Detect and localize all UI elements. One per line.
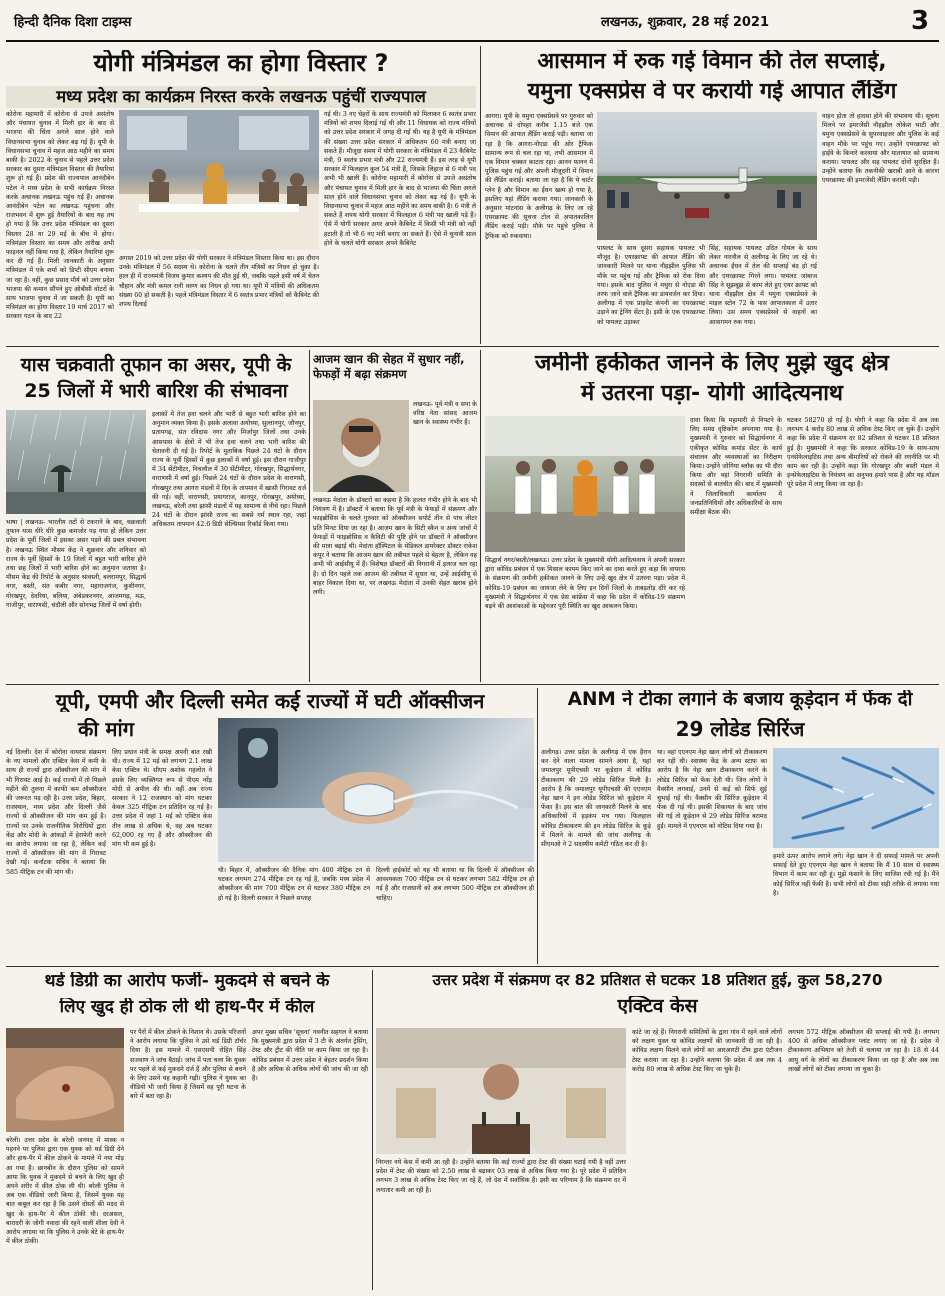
headline-line-2: लिए खुद ही ठोक ली थी हाथ-पैर में कील [59, 998, 315, 1017]
headline-line-1: यूपी, एमपी और दिल्ली समेत कई राज्यों में घटी ऑक्सीजन [55, 690, 485, 713]
article-yogi-field-visit [485, 350, 939, 682]
date-line: लखनऊ, शुक्रवार, 28 मई 2021 [601, 15, 770, 30]
photo-injured-hand [6, 1028, 124, 1132]
body-column-2: दावा किया कि महामारी से निपटने के लिए समग्र दृष्टिकोण अपनाया गया है। मुख्यमंत्री ने गुरुवार को सिद्धार्थनगर में एकीकृत कोविड कमांड सेंटर के कार्य संचालन और व्यवस्थाओं का निरीक्षण किया। उन्होंने जोगिया ब्लॉक का भी दौरा किया और वहां निगरानी समिति के सदस्यों से बातचीत की। बाद में मुख्यमंत्री ने जिलाधिकारी कार्यालय में जनप्रतिनिधियों और अधिकारियों के साथ समीक्षा बैठक की। [690, 417, 782, 517]
headline-line-1: जमीनी हकीकत जानने के लिए मुझे खुद क्षेत्र [535, 352, 889, 376]
photo-oxygen-patient [218, 718, 534, 862]
masthead [6, 4, 939, 42]
row-divider [6, 346, 939, 347]
headline-line-2: में उतरना पड़ा- योगी आदित्यनाथ [581, 382, 843, 406]
body-column-1: भाषा | लखनऊ- भारतीय तटों से टकराने के बाद, चक्रवाती तूफान यास धीरे धीरे कुछ कमजोर पड़ गया हो लेकिन उत्तर प्रदेश के पूर्वी जिलों में इसका असर पड़ने की प्रबल संभावना है। लखनऊ स्थित मौसम केंद्र ने शुक्रवार और शनिवार को राज्य के पूर्वी हिस्सों के 19 जिलों में बहुत भारी बारिश होने तथा छह जिलों में भारी बारिश होने का अनुमान जताया है। मौसम केंद्र की रिपोर्ट के अनुसार श्रावस्ती, बलरामपुर, सिद्धार्थ नगर, बस्ती, संत कबीर नगर, महाराजगंज, कुशीनगर, गोरखपुर, देवरिया, बलिया, अंबेडकरनगर, आजमगढ़, मऊ, गाजीपुर, वाराणसी, चंदौली और सोनभद्र जिलों में वर्षा होगी। [6, 519, 146, 609]
paper-name: हिन्दी दैनिक दिशा टाइम्स [14, 15, 132, 30]
body-column-2: अगस्त 2019 को उत्तर प्रदेश की योगी सरकार ने मंत्रिमंडल विस्तार किया था। इस दौरान उनके मंत्रिमंडल में 56 सदस्य थे। कोरोना के चलते तीन मंत्रियों का निधन हो चुका है। हाल ही में राज्यमंत्री विजय कुमार कश्यप की मौत हुई थी, जबकि पहले इसी वर्ष में चेतन चौहान और मंत्री कमल रानी वरुण का निधन हो गया था। यूपी में मंत्रियों की अधिकतम संख्या 60 हो सकती है। पहले मंत्रिमंडल विस्तार में 6 स्वतंत्र प्रभार मंत्रियों को कैबिनेट की शपथ दिलाई [119, 255, 319, 309]
article-anm-syringes [541, 688, 939, 964]
column-divider [537, 688, 538, 964]
row-divider [6, 966, 939, 967]
article-emergency-landing [485, 46, 939, 344]
photo-rain [6, 410, 146, 514]
column-divider [480, 350, 481, 682]
body-column-1: कोरोना महामारी में कोरोना से उपजे असंतोष और पंचायत चुनाव में मिली हार के बाद से भाजपा की चिंता अगले साल होने वाले विधानसभा चुनाव को लेकर बढ़ गई है। यूपी के विधानसभा चुनाव में महज आठ महीने का समय बाकी है। 2022 के चुनाव से पहले उत्तर प्रदेश सरकार का दूसरा मंत्रिमंडल विस्तार की तैयारियां शुरू हो गई हैं। प्रदेश की राज्यपाल आनंदीबेन पटेल ने मध्य प्रदेश के सभी कार्यक्रम निरस्त करके अचानक लखनऊ पहुंच गई हैं। अचानक आनंदीबेन पटेल का लखनऊ पहुंचना और राजभवन में शुरू हुई तैयारियों के बाद यह तय हो गया है कि उत्तर प्रदेश मंत्रिमंडल का दूसरा विस्तार 28 या 29 मई के बीच में होगा। मंत्रिमंडल विस्तार का समय और तारीख अभी फाइनल नहीं किया गया है, लेकिन तैयारियां शुरू कर दी गई हैं। मिली जानकारी के अनुसार मंत्रिमंडल में एके शर्मा को डिप्टी सीएम बनाया जा रहा है। वहीं, कुछ प्रसाद मौर्य को उत्तर प्रदेश भाजपा की कमान सौंपने हुए ओबीसी वोटरों के साथ भाजपा चुनाव में जा सकती है। यूपी का मंत्रिमंडल का होगा विस्तार 19 मार्च 2017 को सरकार गठन के बाद 22 [6, 111, 114, 321]
headline-line-2: यमुना एक्सप्रेस वे पर करायी गई आपात लैंडिंग [527, 80, 897, 104]
body-column-1: नई दिल्ली। देश में कोरोना वायरस संक्रमण के नए मामलों और एक्टिव केस में कमी के साथ ही राज्यों द्वारा ऑक्सीजन की मांग में भी गिरावट आई है। कई राज्यों में तो पिछले महीने की तुलना में काफी कम ऑक्सीजन की जरूरत पड़ रही है। उत्तर प्रदेश, बिहार, राजस्थान, मध्य प्रदेश और दिल्ली जैसे राज्यों से ऑक्सीजन की मांग कम हुई है। राज्यों पर उनके राजनीतिक विरोधियों द्वारा केंद्र और मोदी के आंकड़ों में हेराफेरी करने का आरोप लगाया जा रहा है, लेकिन कई राज्यों में ऑक्सीजन की मांग में गिरावट देखी गई। कर्नाटक सचिव ने बताया कि 585 मीट्रिक टन की मांग थी। [6, 749, 106, 876]
body-column-3: अपर मुख्य सचिव 'सूचना' नवनीत सहगल ने बताया कि मुख्यमंत्री द्वारा प्रदेश में 3 टी के अंतर्गत ट्रेसिंग, टेस्ट और ट्रीट की नीति पर काम किया जा रहा है। कोविड प्रबंधन में उत्तर प्रदेश ने बेहतर प्रदर्शन किया है और अधिक से अधिक लोगों की जांच की जा रही है। [252, 1029, 368, 1083]
column-divider [372, 970, 373, 1290]
column-divider [480, 46, 481, 344]
headline: आजम खान की सेहत में सुधार नहीं, फेफड़ों में बढ़ा संक्रमण [313, 352, 465, 381]
body-column-2: इलाकों में तेज हवा चलने और भारी से बहुत भारी बारिश होने का अनुमान व्यक्त किया है। इसके अलावा अयोध्या, सुल्तानपुर, जौनपुर, प्रतापगढ़, संत रविदास नगर और मिर्जापुर जिलों तथा उनके आसपास के क्षेत्रों में भी तेज हवा चलने तथा भारी बारिश की चेतावनी दी गई है। रिपोर्ट के मुताबिक पिछले 24 घंटों के दौरान राज्य के पूर्वी हिस्सों में कुछ इलाकों में वर्षा हुई। इस दौरान गाजीपुर में 34 सेंटीमीटर, निचलौल में 30 सेंटीमीटर, गोरखपुर, सिद्धार्थनगर, वाराणसी में वर्षा हुई। पिछले 24 घंटों के दौरान प्रदेश के वाराणसी, गोरखपुर तथा आगरा मंडलों में दिन के तापमान में खासी गिरावट दर्ज की गई। वहीं, वाराणसी, प्रयागराज, कानपुर, गोरखपुर, अयोध्या, लखनऊ, बरेली तथा झांसी मंडलों में यह सामान्य से नीचे रहा। पिछले 24 घंटों के दौरान झांसी राज्य का सबसे गर्म स्थान रहा, जहां अधिकतम तापमान 42.6 डिग्री सेल्सियस रिकॉर्ड किया गया। [152, 411, 306, 529]
photo-syringes [773, 748, 939, 848]
headline: यास चक्रवाती तूफान का असर, यूपी के 25 जिलों में भारी बारिश की संभावना [20, 354, 292, 402]
body-column-2: पर पैरों में कील ठोकने के निशान थे। उसके परिजनों ने आरोप लगाया कि पुलिस ने उसे थर्ड डिग्री टॉर्चर दिया है। इस मामले में एसएसपी रोहित सिंह सजवाण ने जांच बैठाई। जांच में पता चला कि युवक पर पहले से कई मुकदमे दर्ज हैं और पुलिस से बचने के लिए उसने यह कहानी गढ़ी। पुलिस ने युवक का वीडियो भी जारी किया है जिसमें वह पूरी घटना के बारे में बता रहा है। [130, 1029, 246, 1101]
headline: योगी मंत्रिमंडल का होगा विस्तार ? [93, 50, 389, 77]
body-column-4: वाहन होता तो हादसा होने की संभावना थी। सूचना मिलने पर इमरजेंसी नौहझील लोकेश भाटी और यमुना एक्सप्रेसवे के सुपरवाइजर और पुलिस के कई वाहन मौके पर पहुंच गए। उन्होंने एयरक्राफ्ट को हाईवे के किनारे करवाया और यातायात को सामान्य कराया। पायलट और सह पायलट दोनों सुरक्षित हैं। उन्होंने बताया कि तकनीकी खराबी आने के कारण एयरक्राफ्ट की इमरजेंसी लैंडिंग करानी पड़ी। [822, 113, 939, 185]
body-column-2: पायलट के साथ दूसरा सहायक पायलट भी मौजूद है। एयरक्राफ्ट की आपात लैंडिंग की जानकारी मिलने पर थाना नौहझील पुलिस भी मौके पर पहुंच गई और ट्रैफिक को रोक दिया गया। इसके बाद पुलिस ने मथुरा से नोएडा की तरफ जाने वाले ट्रैफिक का डायवर्जन कर दिया। अलीगढ़ में एक प्राइवेट कंपनी का एयरक्राफ्ट उड़ाने का ट्रेनिंग सेंटर है। इसी के एक एयरक्राफ्ट को पायलट उड़ाकर [597, 245, 705, 326]
article-nails-allegation [6, 970, 368, 1290]
article-cabinet-expansion [6, 46, 476, 344]
body-column-2: लिए प्रधान मंत्री के समक्ष अपनी बात रखी थी। राज्य में 12 मई को लगभग 2.1 लाख केस एक्टिव थे। सीएम अशोक गहलोत ने इसके लिए व्यक्तिगत रूप से पीएम नरेंद्र मोदी से अपील की थी। वहीं अब राज्य सरकार ने 12 राजस्थान को मांग घटकर केवल 325 मीट्रिक टन प्रतिदिन रह गई है। उत्तर प्रदेश में जहां 1 मई को एक्टिव केस तीन लाख से अधिक थे, वह अब घटकर 62,000 रह गए हैं और ऑक्सीजन की मांग भी कम हुई है। [112, 749, 212, 849]
article-cyclone-yaas [6, 350, 306, 682]
body-column-2: कांटे जा रहे हैं। निगरानी समितियों के द्वारा गांव में रहने वाले लोगों को लक्षण युक्त या कोविड लक्षणों की जानकारी दी जा रही है। कोविड लक्षण मिलने वाले लोगों का आरआरटी टीम द्वारा एंटीजन टेस्ट कराया जा रहा है। उन्होंने बताया कि प्रदेश में अब तक 4 करोड़ 80 लाख से अधिक टेस्ट किए जा चुके हैं। [632, 1029, 782, 1073]
photo-azam-khan [313, 400, 409, 492]
body-column-1: सिद्धार्थ नगर/बस्ती/लखनऊ। उत्तर प्रदेश के मुख्यमंत्री योगी आदित्यनाथ ने अपनी सरकार द्वारा कोविड प्रबंधन में एक मिसाल कायम किए जाने का दावा करते हुए कहा कि वायरस के संक्रमण की जमीनी हकीकत जानने के लिए उन्हें खुद क्षेत्र में उतरना पड़ा। प्रदेश में कोविड-19 प्रबंधन का जायजा लेने के लिए इन दिनों जिलों के ताबड़तोड़ दौरे कर रहे मुख्यमंत्री ने सिद्धार्थनगर में एक प्रेस कांफ्रेंस में कहा कि प्रदेश में कोविड-19 संक्रमण बढ़ने की आशंकाओं के मद्देनजर पूरी स्थिति का खुद आकलन किया। [485, 557, 685, 611]
page-number: 3 [910, 6, 930, 36]
intro-text: लखनऊ- पूर्व मंत्री व सपा के वरिष्ठ नेता सांसद आजम खान के स्वास्थ्य गंभीर है। [413, 401, 477, 427]
body-column-1: आगरा। यूपी के यमुना एक्सप्रेसवे पर गुरुवार को अचानक से दोपहर करीब 1.15 बजे एक विमान की आपात लैंडिंग कराई पड़ी। बताया जा रहा है कि आगरा-नोएडा की ओर ट्रैफिक सामान्य रूप से चल रहा था, तभी आसमान में एक विमान चक्कर काटता रहा। आनन फानन में पुलिस पहुंच गई और अपनी मौजूदगी में विमान की लैंडिंग कराई। बताया जा रहा है कि ये चार्टर प्लेन है और विमान का ईंधन खत्म हो गया है, इसलिए यहां लैंडिंग कराया गया। जानकारी के अनुसार मांटनांस के अलीगढ़ के लिए जा रहे एयरक्राफ्ट की सूचना टोल से अपातकालिन लैंडिंग कराई पड़ी। मौके पर पहुंचे पुलिस ने ट्रैफिक को रुकवाया। [485, 113, 593, 240]
article-azam-khan [313, 350, 477, 682]
row-divider [6, 684, 939, 685]
body-text: लखनऊ मेदांता के डॉक्टरों का कहना है कि हालत गंभीर होने के बाद भी नियंत्रण में है। डॉक्टरों ने बताया कि पूर्व मंत्री के फेफड़ों में संक्रमण और फाइब्रोसिस के चलते गुरुवार को ऑक्सीजन सपोर्ट तीन से पांच लीटर प्रति मिनट दिया जा रहा है। आजम खान के सिटी स्कैन व अन्य जांचों में फेफड़ों में फाइब्रोसिस व कैविटी की पुष्टि होने पर डॉक्टरों ने ऑक्सीजन की मात्रा बढ़ाई थी। मेदांता हॉस्पिटल के मेडिकल डायरेक्टर डॉक्टर राकेश कपूर ने बताया कि आजम खान की तबीयत पहले से बेहतर है, लेकिन वह अभी भी आईसीयू में हैं। विशेषज्ञ डॉक्टरों की निगरानी में इलाज चल रहा है। दो दिन पहले तक आजम की तबीयत में सुधार था, उन्हें आईसीयू से बाहर निकाल दिया था, पर लखनऊ मेदांता में उनकी सेहत खराब होने लगी। [313, 497, 477, 597]
photo-aircraft-on-expressway [597, 112, 817, 240]
headline-line-2: एक्टिव केस [617, 996, 698, 1017]
article-infection-rate [376, 970, 939, 1290]
body-column-3: थी। बिहार में, ऑक्सीजन की दैनिक मांग 400 मीट्रिक टन से घटकर लगभग 274 मीट्रिक टन रह गई है, जबकि मध्य प्रदेश में ऑक्सीजन की मांग 700 मीट्रिक टन से घटकर 380 मीट्रिक टन हो गई है। दिल्ली सरकार ने पिछले सप्ताह [218, 867, 370, 902]
body-column-1: अलीगढ़। उत्तर प्रदेश के अलीगढ़ में एक हैरान कर देने वाला मामला सामने आया है, यहां जमालपुर यूपीएचसी पर कूड़ेदान में कोविड टीकाकरण की 29 लोडेड सिरिंज मिली है। आरोप है कि जमालपुर यूपीएचसी की एएनएम नेहा खान ने इन लोडेड सिरिंज को कूड़ेदान में फेंका है। इस बात की जानकारी मिलने के बाद अधिकारियों में हड़कंप मच गया। फिलहाल कोविड टीकाकरण की इन लोडेड सिरिंज के कूड़े में मिलने के मामले की जांच अलीगढ़ के सीएमओ ने 2 सदस्यीय कमेटी गठित कर दी है। [541, 749, 651, 849]
column-divider [309, 350, 310, 682]
photo-yogi-inspection [485, 416, 685, 552]
subheadline: मध्य प्रदेश का कार्यक्रम निरस्त करके लखनऊ पहुंचीं राज्यपाल [6, 86, 476, 108]
headline-line-2: की मांग [78, 718, 134, 741]
headline-line-1: उत्तर प्रदेश में संक्रमण दर 82 प्रतिशत से घटकर 18 प्रतिशत हुई, कुल 58,270 [432, 972, 883, 989]
body-column-3: लगभग 572 मीट्रिक ऑक्सीजन की सप्लाई की गयी है। लगभग 400 से अधिक ऑक्सीजन प्लांट लगाए जा रहे हैं। प्रदेश में टीकाकरण अभियान को तेजी से चलाया जा रहा है। 18 से 44 आयु वर्ग के लोगों का टीकाकरण किया जा रहा है और अब तक लाखों लोगों को टीका लगाया जा चुका है। [788, 1029, 939, 1073]
body-column-2: था। वहां एएनएम नेहा खान लोगों को टीकाकरण कर रही थी। स्वास्थ्य केंद्र के अन्य स्टाफ का आरोप है कि नेहा खान टीकाकरण करने के लोडेड सिरिंज को फेंक देती थी। जिन लोगों ने वैक्सीन लगवाई, उनमें से कई को सिर्फ सुई चुभाई गई थी। वैक्सीन की सिरिंज कूड़ेदान में फेंक दी गई थी। इसकी शिकायत के बाद जांच की गई तो कूड़ेदान से 29 लोडेड सिरिंज बरामद हुईं। मामले में एएनएम को नोटिस दिया गया है। [657, 749, 767, 830]
photo-navneet-sehgal [376, 1028, 626, 1154]
headline-line-1: थर्ड डिग्री का आरोप फर्जी- मुकदमे से बचने के [44, 972, 330, 991]
headline-line-1: ANM ने टीका लगाने के बजाय कूड़ेदान में फेंक दी [567, 690, 913, 710]
body-column-4: दिल्ली हाईकोर्ट को यह भी बताया था कि दिल्ली में ऑक्सीजन की आवश्यकता 700 मीट्रिक टन से घटकर लगभग 582 मीट्रिक टन हो गई है और राजधानी को अब लगभग 500 मीट्रिक टन ऑक्सीजन ही चाहिए। [376, 867, 534, 902]
body-column-3: सिंह, सहायक पायलट उदित गोयल के साथ लेकर नारनौल से अलीगढ़ के लिए जा रहे थे। अचानक ईंधन में तेल की सप्लाई बंद हो गई और एयरक्राफ्ट गिरने लगा। पायलट जांबाज सिंह ने सूझबूझ से काम लेते हुए एयर क्राफ्ट को थाना नौहझील क्षेत्र में यमुना एक्सप्रेसवे के माइल स्टोन 72 के पास आपातकाल में उतार लिया। उस समय एक्सप्रेसवे से वाहनों का आवागमन रुक गया। [709, 245, 817, 326]
body-column-3: घटकर 58270 हो गई है। योगी ने कहा कि प्रदेश में अब तक लगभग 4 करोड़ 80 लाख से अधिक टेस्ट किए जा चुके हैं। उन्होंने कहा कि प्रदेश में संक्रमण दर 82 प्रतिशत से घटकर 18 प्रतिशत हुई है। मुख्यमंत्री ने कहा कि सरकार कोविड-19 के साथ-साथ एनसेफेलाइटिस तथा अन्य बीमारियों को रोकने की रणनीति पर भी काम कर रही है। उन्होंने कहा कि गोरखपुर और बस्ती मंडल में इन्सेफेलाइटिस के नियंत्रण का अनुभव हमारे पास है और यह मॉडल पूरे प्रदेश में लागू किया जा रहा है। [787, 417, 939, 489]
body-column-1: बरेली। उत्तर प्रदेश के बरेली जनपद में मास्क न पहनने पर पुलिस द्वारा एक युवक को थर्ड डिग्री देने और हाथ-पैर में कील ठोकने के मामले में नया मोड़ आ गया है। छानबीन के दौरान पुलिस को सामने आया कि युवक ने मुकदमे से बचने के लिए खुद ही अपने शरीर में कील ठोक ली थी। बरेली पुलिस ने अब एक वीडियो जारी किया है, जिसमें युवक यह बात कबूल कर रहा है कि उसने दोस्तों की मदद से खुद के हाथ-पैर में कील ठोकी थी। दरअसल, बारादरी के जोगी नवादा की रहने वाली शीला देवी ने आरोप लगाया था कि पुलिस ने उनके बेटे के हाथ-पैर में कील ठोकी। [6, 1137, 124, 1246]
headline-line-2: 29 लोडेड सिरिंज [675, 718, 805, 741]
body-column-3: हमारे ऊपर आरोप लगाने लगे। नेहा खान ने दी सफाई मामले पर अपनी सफाई देते हुए एएनएम नेहा खान ने बताया कि मैं 10 साल से स्वास्थ्य विभाग में काम कर रही हूं। मुझे फंसाने के लिए साजिश रची गई है। मैंने कोई सिरिंज नहीं फेंकी है। सभी लोगों को टीका सही तरीके से लगाया गया है। [773, 853, 939, 897]
headline-line-1: आसमान में रुक गई विमान की तेल सप्लाई, [537, 50, 887, 74]
body-column-1: निरन्तर नये केस में कमी आ रही है। उन्होंने बताया कि कई राज्यों द्वारा टेस्ट की संख्या घटाई गयी है वहीं उत्तर प्रदेश में टेस्ट की संख्या को 2.50 लाख से बढ़ाकर 03 लाख से अधिक किया गया है। पूरे प्रदेश में प्रतिदिन लगभग 3 लाख से अधिक टेस्ट किए जा रहे हैं, जो देश में सर्वाधिक हैं। इसी का परिणाम है कि संक्रमण दर में लगातार कमी आ रही है। [376, 1159, 626, 1194]
article-oxygen-demand [6, 688, 534, 964]
photo-cabinet-meeting [119, 110, 319, 250]
body-column-3: गई थी। 3 नए चेहरों के साथ राज्यमंत्री को मिलाकर 6 स्वतंत्र प्रभार मंत्रियों को शपथ दिलाई गई थी और 11 विधायक को राज्य मंत्रियों को उत्तर प्रदेश सरकार में जगह दी गई थी। यह है यूपी के मंत्रिमंडल की संख्या उत्तर प्रदेश सरकार में अधिकतम 60 मंत्री बनाए जा सकते हैं। मौजूदा समय में योगी सरकार के मंत्रिमंडल में 23 कैबिनेट मंत्री, 9 स्वतंत्र प्रभार मंत्री और 22 राज्यमंत्री हैं। इस तरह से यूपी सरकार में फिलहाल कुल 54 मंत्री हैं, जिसके लिहाज से 6 मंत्री पद अभी भी खाली हैं। कोरोना महामारी में कोरोना से उपजे असंतोष और पंचायत चुनाव में मिली हार के बाद से भाजपा की चिंता अगले साल होने वाले विधानसभा चुनाव को लेकर बढ़ गई है। यूपी के विधानसभा चुनाव में महज आठ महीने का समय बाकी है। 6 मंत्री ले सकते हैं शपथ योगी सरकार में फिलहाल 6 मंत्री पद खाली पड़े हैं। ऐसे में योगी सरकार अगर अपने कैबिनेट में किसी भी मंत्री को नहीं हटाती है तो भी 6 नए मंत्री बनाए जा सकते हैं। ऐसे में चुनावी साल होने के चलते योगी सरकार अपने कैबिनेट [324, 111, 476, 247]
